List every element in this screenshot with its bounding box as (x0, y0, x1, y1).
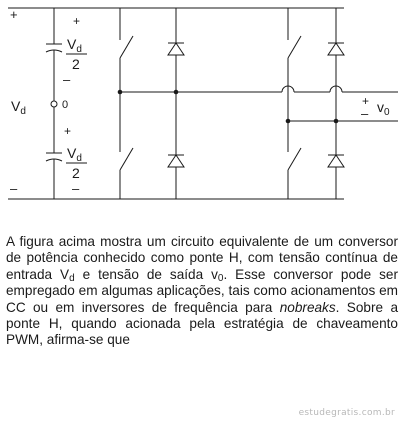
junction-dot-left-diode (174, 90, 179, 95)
plus-cap-bottom-label: + (64, 124, 72, 138)
midpoint-node (51, 101, 57, 107)
vd-label: $V_d$ (11, 98, 26, 117)
left-upper-diode-icon (168, 43, 184, 55)
question-text-part-2: e tensão de saída v (74, 266, 218, 282)
right-lower-diode-icon (328, 155, 344, 167)
v0-subscript: 0 (217, 272, 224, 284)
v0-label: $v_0$ (377, 99, 390, 118)
junction-dot-left-switch (118, 90, 123, 95)
plus-top-label: + (10, 7, 18, 22)
zero-label: 0 (62, 99, 69, 111)
minus-cap-bottom-label: – (72, 181, 80, 196)
vd-half-bottom-denominator: 2 (72, 165, 80, 181)
minus-cap-top-label: – (63, 72, 71, 87)
output-plus-label: + (362, 94, 370, 108)
right-upper-diode-icon (328, 43, 344, 55)
vd-half-bottom-numerator: $V_d$ (67, 145, 82, 164)
left-upper-switch (120, 36, 133, 58)
question-text-part-1: A figura acima mostra um circuito equivalente de um conversor de potência conhecido como ponte H, com tensão contínua de entrada V (6, 234, 398, 282)
question-text-part-3: . Esse conversor pode ser empregado em algumas aplicações, tais como acionamentos em CC ou em inversores de frequência para (6, 266, 398, 315)
vd-subscript: d (69, 272, 75, 284)
junction-dot-right-diode (334, 119, 339, 124)
vd-half-top-denominator: 2 (72, 56, 80, 72)
right-lower-switch (288, 148, 301, 170)
junction-dot-right-switch (286, 119, 291, 124)
nobreaks-emphasis: nobreaks (279, 299, 336, 315)
question-text-part-5: . Sobre a ponte H, quando acionada pela estratégia de chaveamento PWM, afirma-se que (6, 299, 399, 348)
left-lower-diode-icon (168, 155, 184, 167)
question-text (6, 234, 398, 349)
right-upper-switch (288, 36, 301, 58)
plus-cap-top-label: + (73, 14, 81, 28)
minus-bottom-label: – (10, 181, 18, 196)
output-minus-label: – (361, 106, 369, 121)
site-watermark: estudegratis.com.br (298, 408, 395, 418)
left-lower-switch (120, 148, 133, 170)
vd-half-top-numerator: $V_d$ (67, 36, 82, 55)
